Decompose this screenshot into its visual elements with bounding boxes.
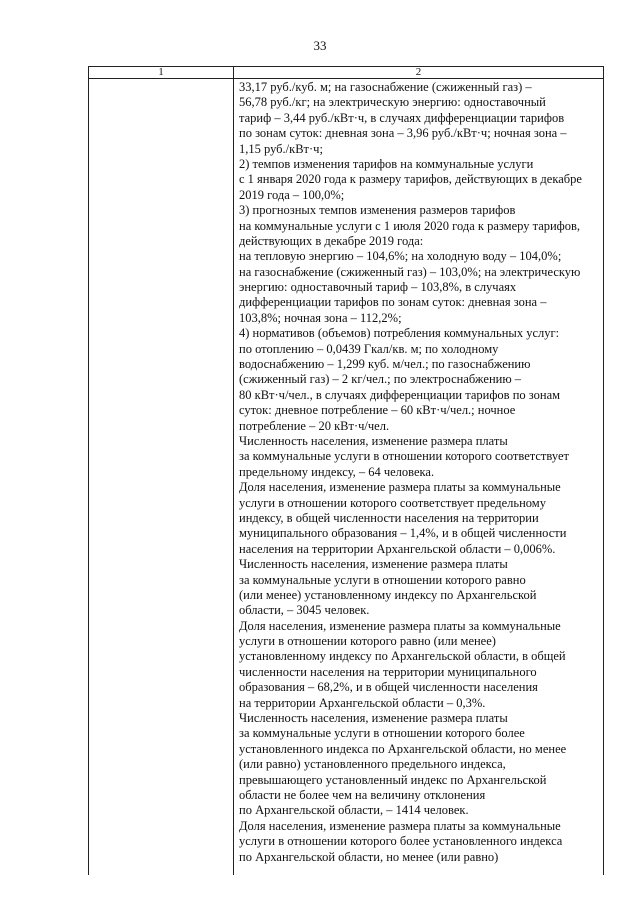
text-line: области не более чем на величину отклонения	[239, 787, 486, 802]
text-line: образования – 68,2%, и в общей численности населения	[239, 680, 538, 695]
text-line: по зонам суток: дневная зона – 3,96 руб./кВт·ч; ночная зона –	[239, 126, 567, 141]
text-line: услуги в отношении которого соответствует предельному	[239, 495, 546, 510]
text-line: предельному индексу, – 64 человека.	[239, 464, 435, 479]
text-line: 56,78 руб./кг; на электрическую энергию: одноставочный	[239, 95, 546, 110]
text-line: численности населения на территории муниципального	[239, 664, 537, 679]
text-line: 2) темпов изменения тарифов на коммунальные услуги	[239, 156, 534, 171]
text-line: за коммунальные услуги в отношении которого соответствует	[239, 449, 569, 464]
text-line: действующих в декабре 2019 года:	[239, 233, 424, 248]
text-line: Численность населения, изменение размера платы	[239, 711, 508, 726]
text-line: области, – 3045 человек.	[239, 603, 370, 618]
text-line: по Архангельской области, – 1414 человек.	[239, 803, 469, 818]
text-line: потребление – 20 кВт·ч/чел.	[239, 418, 390, 433]
text-line: 103,8%; ночная зона – 112,2%;	[239, 310, 402, 325]
text-line: 33,17 руб./куб. м; на газоснабжение (сжиженный газ) –	[239, 80, 532, 94]
table-body-row	[89, 79, 604, 876]
text-line: 80 кВт·ч/чел., в случаях дифференциации тарифов по зонам	[239, 387, 561, 402]
text-line: (или менее) установленному индексу по Архангельской	[239, 587, 537, 602]
text-line: тариф – 3,44 руб./кВт·ч, в случаях дифференциации тарифов	[239, 110, 565, 125]
column-2-cell	[234, 79, 604, 876]
column-header-2: 2	[234, 67, 604, 79]
text-line: муниципального образования – 1,4%, и в общей численности	[239, 526, 567, 541]
text-line: Численность населения, изменение размера платы	[239, 557, 508, 572]
column-1-cell	[89, 79, 234, 876]
text-line: услуги в отношении которого более установленного индекса	[239, 834, 563, 849]
text-line: дифференциации тарифов по зонам суток: дневная зона –	[239, 295, 547, 310]
text-line: на коммунальные услуги с 1 июля 2020 года к размеру тарифов,	[239, 218, 581, 233]
text-line: 2019 года – 100,0%;	[239, 187, 345, 202]
text-line: населения на территории Архангельской области – 0,006%.	[239, 541, 556, 556]
text-line: индексу, в общей численности населения на территории	[239, 510, 539, 525]
text-line: водоснабжению – 1,299 куб. м/чел.; по газоснабжению	[239, 357, 531, 372]
text-line: 4) нормативов (объемов) потребления коммунальных услуг:	[239, 326, 560, 341]
column-header-1: 1	[89, 67, 234, 79]
page-number: 33	[313, 38, 327, 53]
text-line: установленного индекса по Архангельской области, но менее	[239, 741, 567, 756]
text-line: на газоснабжение (сжиженный газ) – 103,0%; на электрическую	[239, 264, 581, 279]
text-line: на тепловую энергию – 104,6%; на холодную воду – 104,0%;	[239, 249, 562, 264]
text-line: за коммунальные услуги в отношении которого равно	[239, 572, 526, 587]
text-line: суток: дневное потребление – 60 кВт·ч/чел.; ночное	[239, 403, 516, 418]
text-line: Доля населения, изменение размера платы за коммунальные	[239, 480, 561, 495]
text-line: Доля населения, изменение размера платы за коммунальные	[239, 818, 561, 833]
document-table	[88, 66, 604, 875]
text-line: 3) прогнозных темпов изменения размеров тарифов	[239, 203, 516, 218]
text-line: Доля населения, изменение размера платы за коммунальные	[239, 618, 561, 633]
text-line: установленному индексу по Архангельской области, в общей	[239, 649, 566, 664]
text-line: услуги в отношении которого равно (или менее)	[239, 634, 496, 649]
text-line: по Архангельской области, но менее (или равно)	[239, 849, 499, 864]
text-line: за коммунальные услуги в отношении которого более	[239, 726, 525, 741]
text-line: по отоплению – 0,0439 Гкал/кв. м; по холодному	[239, 341, 499, 356]
text-line: с 1 января 2020 года к размеру тарифов, действующих в декабре	[239, 172, 582, 187]
text-line: энергию: одноставочный тариф – 103,8%, в случаях	[239, 280, 517, 295]
text-block	[234, 79, 603, 865]
text-line: превышающего установленный индекс по Архангельской	[239, 772, 547, 787]
text-line: (сжиженный газ) – 2 кг/чел.; по электроснабжению –	[239, 372, 522, 387]
text-line: 1,15 руб./кВт·ч;	[239, 141, 323, 156]
table-header-row	[89, 67, 604, 79]
text-line: (или равно) установленного предельного индекса,	[239, 757, 506, 772]
text-line: Численность населения, изменение размера платы	[239, 433, 508, 448]
text-line: на территории Архангельской области – 0,3%.	[239, 695, 486, 710]
